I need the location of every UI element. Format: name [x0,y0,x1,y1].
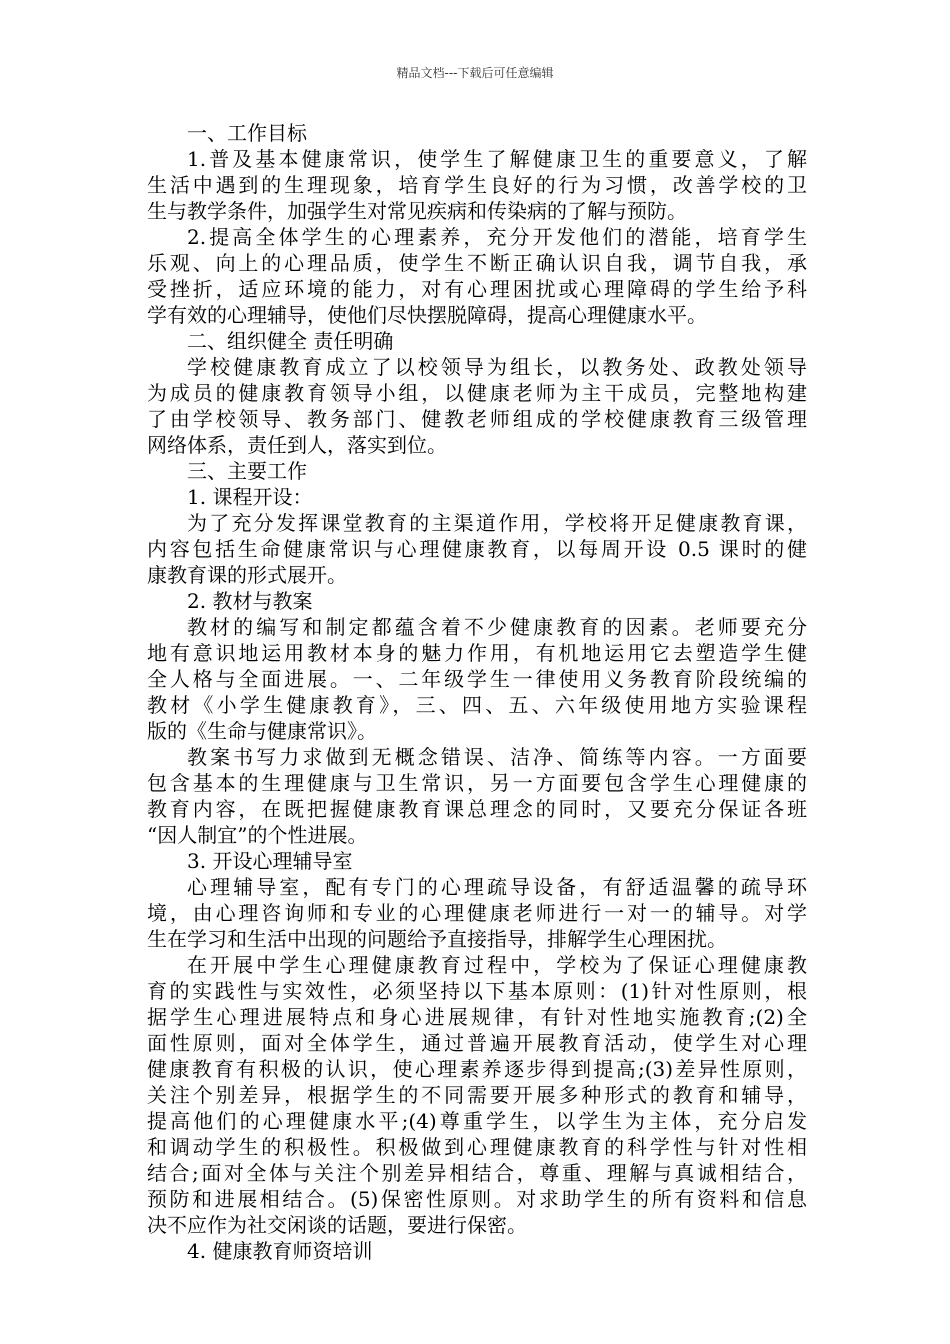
text-line: “因人制宜”的个性进展。 [147,823,368,847]
text-line: 地有意识地运用教材本身的魅力作用，有机地运用它去塑造学生健 [147,641,807,665]
text-line: 心理辅导室，配有专门的心理疏导设备，有舒适温馨的疏导环 [187,875,807,899]
text-line: 提高他们的心理健康水平;(4)尊重学生，以学生为主体，充分启发 [147,1109,807,1133]
page-header: 精品文档---下载后可任意编辑 [396,66,554,80]
text-line: 版的《生命与健康常识》。 [147,719,377,743]
text-line: 在开展中学生心理健康教育过程中，学校为了保证心理健康教 [187,953,807,977]
text-line: 3. 开设心理辅导室 [187,849,353,873]
text-line: 为了充分发挥课堂教育的主渠道作用，学校将开足健康教育课， [187,511,807,535]
text-line: 教育内容，在既把握健康教育课总理念的同时，又要充分保证各班 [147,797,807,821]
text-line: 育的实践性与实效性，必须坚持以下基本原则：(1)针对性原则，根 [147,979,807,1003]
text-line: 教案书写力求做到无概念错误、洁净、简练等内容。一方面要 [187,745,807,769]
text-line: 决不应作为社交闲谈的话题，要进行保密。 [147,1213,527,1237]
text-line: 学校健康教育成立了以校领导为组长，以教务处、政教处领导 [187,355,807,379]
text-line: 2. 教材与教案 [187,589,313,613]
text-line: 1. 课程开设： [187,485,313,509]
text-line: 乐观、向上的心理品质，使学生不断正确认识自我，调节自我，承 [147,251,807,275]
text-line: 生活中遇到的生理现象，培育学生良好的行为习惯，改善学校的卫 [147,173,807,197]
text-line: 三、主要工作 [187,459,307,483]
text-line: 面性原则，面对全体学生，通过普遍开展教育活动，使学生对心理 [147,1031,807,1055]
text-line: 生在学习和生活中出现的问题给予直接指导，排解学生心理困扰。 [147,927,727,951]
text-line: 教材《小学生健康教育》，三、四、五、六年级使用地方实验课程 [147,693,807,717]
text-line: 健康教育有积极的认识，使心理素养逐步得到提高;(3)差异性原则， [147,1057,807,1081]
text-line: 预防和进展相结合。(5)保密性原则。对求助学生的所有资料和信息 [147,1187,807,1211]
text-line: 了由学校领导、教务部门、健教老师组成的学校健康教育三级管理 [147,407,807,431]
text-line: 学有效的心理辅导，使他们尽快摆脱障碍，提高心理健康水平。 [147,303,707,327]
text-line: 境，由心理咨询师和专业的心理健康老师进行一对一的辅导。对学 [147,901,807,925]
text-line: 1.普及基本健康常识，使学生了解健康卫生的重要意义，了解 [187,147,807,171]
text-line: 二、组织健全 责任明确 [187,329,394,353]
text-line: 包含基本的生理健康与卫生常识，另一方面要包含学生心理健康的 [147,771,807,795]
text-line: 全人格与全面进展。一、二年级学生一律使用义务教育阶段统编的 [147,667,807,691]
text-line: 关注个别差异，根据学生的不同需要开展多种形式的教育和辅导， [147,1083,807,1107]
text-line: 受挫折，适应环境的能力，对有心理困扰或心理障碍的学生给予科 [147,277,807,301]
text-line: 4. 健康教育师资培训 [187,1239,373,1263]
text-line: 为成员的健康教育领导小组，以健康老师为主干成员，完整地构建 [147,381,807,405]
text-line: 据学生心理进展特点和身心进展规律，有针对性地实施教育;(2)全 [147,1005,807,1029]
text-line: 结合;面对全体与关注个别差异相结合，尊重、理解与真诚相结合， [147,1161,807,1185]
document-body [147,120,807,1264]
text-line: 2.提高全体学生的心理素养，充分开发他们的潜能，培育学生 [187,225,807,249]
text-line: 网络体系，责任到人，落实到位。 [147,433,447,457]
text-line: 内容包括生命健康常识与心理健康教育，以每周开设 0.5 课时的健 [147,537,807,561]
text-line: 和调动学生的积极性。积极做到心理健康教育的科学性与针对性相 [147,1135,807,1159]
text-line: 教材的编写和制定都蕴含着不少健康教育的因素。老师要充分 [187,615,807,639]
text-line: 一、工作目标 [187,121,307,145]
text-line: 康教育课的形式展开。 [147,563,347,587]
text-line: 生与教学条件，加强学生对常见疾病和传染病的了解与预防。 [147,199,687,223]
